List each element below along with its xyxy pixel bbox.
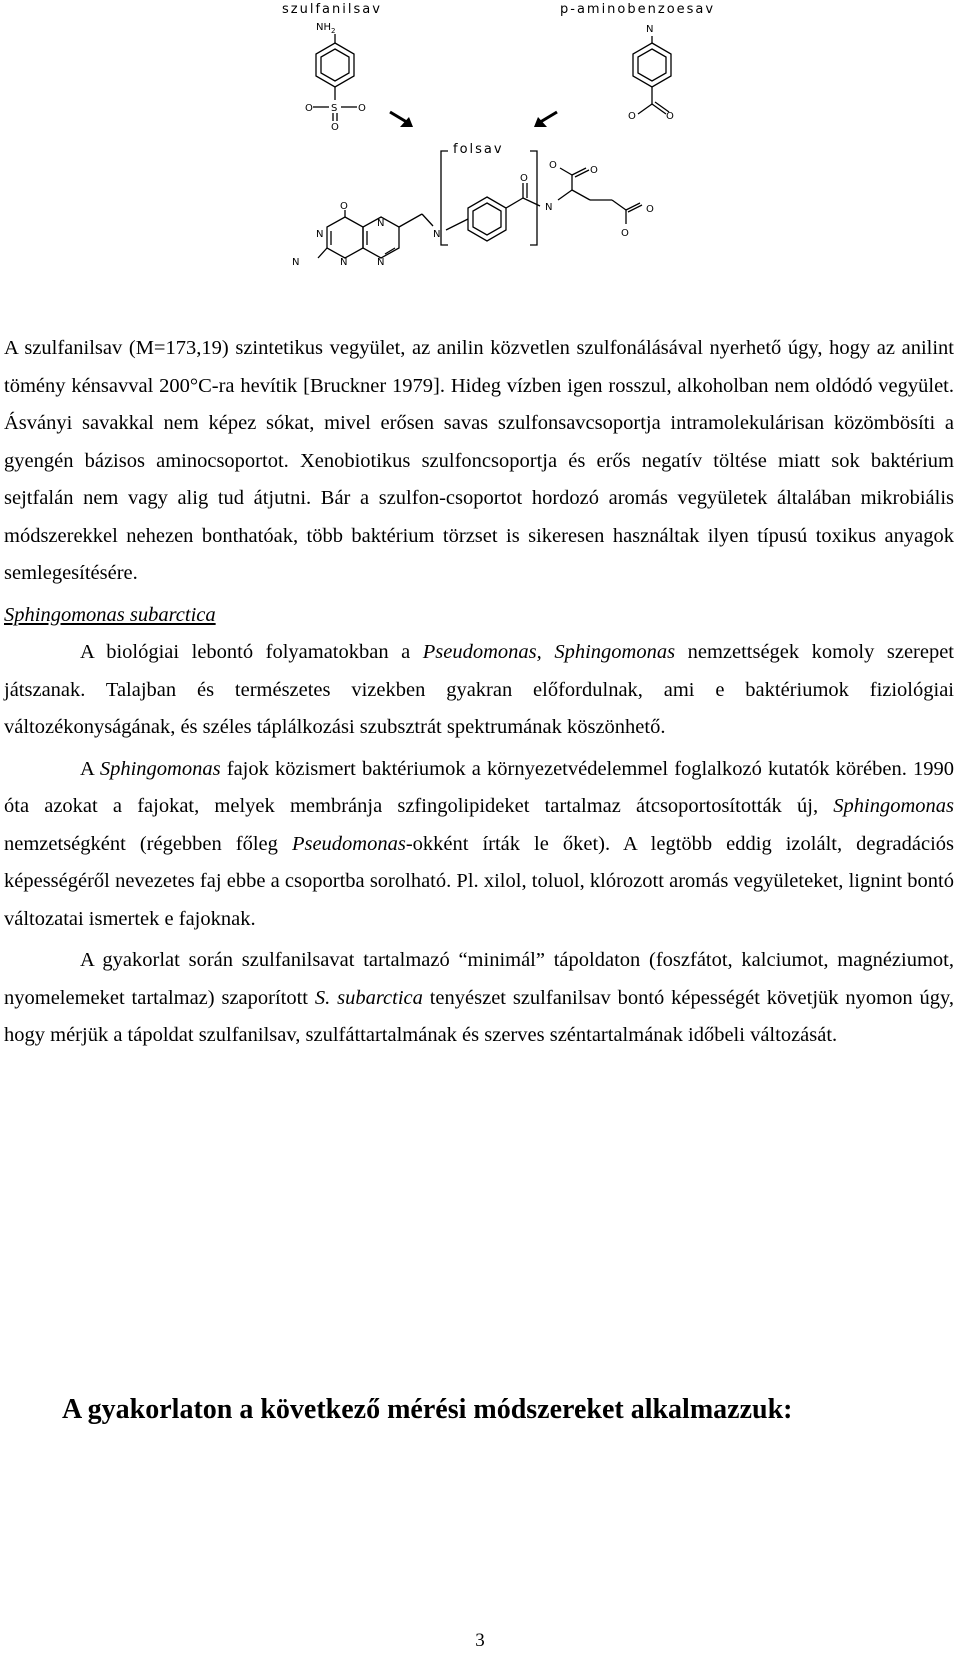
atom-o-label: O [340,201,348,212]
folic-acid-label: folsav [453,142,504,157]
chemical-structures-figure [0,0,960,300]
paragraph-biological-degradation: A biológiai lebontó folyamatokban a Pseudomonas, Sphingomonas nemzettségek komoly szerepet játszanak. Talajban és természetes vizekben gyakran előfordulnak, ami e baktériumok fiziológiai változékonyságának, és széles táplálkozási szubsztrát spektrumának köszönhető. [4,641,955,738]
atom-n-label: N [377,257,385,268]
atom-o-label: O [646,204,654,215]
atom-o-label: O [628,111,636,122]
section-heading-sphingomonas: Sphingomonas subarctica [4,603,216,626]
atom-s-label: S [331,103,338,114]
atom-o-label: O [590,165,598,176]
folic-inner-ring [473,203,501,235]
sulfanilic-acid-label: szulfanilsav [282,2,382,17]
amine-group-label: $NH_2$ [316,22,336,35]
paragraph-practice-description: A gyakorlat során szulfanilsavat tartalmazó “minimál” tápoldaton (foszfátot, kalciumot, magnéziumot, nyomelemeket tartalmaz) szaporított S. subarctica tenyészet szulfanilsav bontó képességét követjük nyomon úgy, hogy mérjük a tápoldat szulfanilsav, szulfáttartalmának és szerves széntartalmának időbeli változását. [4,949,954,1046]
body-text [4,330,954,1055]
atom-n-label: N [316,229,324,240]
atom-o-label: O [305,103,313,114]
atom-o-label: O [549,160,557,171]
paragraph-sulfanilic-acid: A szulfanilsav (M=173,19) szintetikus vegyület, az anilin közvetlen szulfonálásával nyerhető úgy, hogy az anilint tömény kénsavval 200°C-ra hevítik [Bruckner 1979]. Hideg vízben igen rosszul, alkoholban nem oldódó vegyület. Ásványi savakkal nem képez sókat, mivel erősen savas szulfonsavcsoportja intramolekulárisan közömbösíti a gyengén bázisos aminocsoportot. Xenobiotikus szulfoncsoportja és erős negatív töltése miatt sok baktérium sejtfalán nem vagy alig tud átjutni. Bár a szulfon-csoportot hordozó aromás vegyületek általában mikrobiális módszerekkel nehezen bonthatóak, több baktérium törzset is sikeresen használtak ilyen típusú toxikus anyagok semlegesítésére. [4,337,954,584]
pterin-ring-a [327,217,363,258]
atom-n-label: N [377,218,385,229]
atom-n-label: N [340,257,348,268]
sulfanilic-inner-ring [321,49,349,81]
atom-o-label: O [358,103,366,114]
atom-o-label: O [666,111,674,122]
atom-o-label: O [331,122,339,133]
atom-o-label: O [520,173,528,184]
atom-n-label: N [545,202,553,213]
chemical-structures-svg [0,0,960,300]
atom-n-label: N [433,229,441,240]
paba-label: p-aminobenzoesav [560,2,716,17]
atom-n-label: N [646,24,654,35]
page-number: 3 [475,1630,485,1651]
section-title: A gyakorlaton a következő mérési módszereket alkalmazzuk: [62,1394,793,1425]
paragraph-sphingomonas-species: A Sphingomonas fajok közismert baktériumok a környezetvédelemmel foglalkozó kutatók körében. 1990 óta azokat a fajokat, melyek membránja szfingolipideket tartalmaz átcsoportosították új, Sphingomonas nemzetségként (régebben főleg Pseudomonas-okként írták le őket). A legtöbb eddig izolált, degradációs képességéről nevezetes faj ebbe a csoportba sorolható. Pl. xilol, toluol, klórozott aromás vegyületeket, lignint bontó változatai ismertek e fajoknak. [4,757,954,930]
atom-n-label: N [292,257,300,268]
atom-o-label: O [621,228,629,239]
paba-inner-ring [638,49,666,81]
